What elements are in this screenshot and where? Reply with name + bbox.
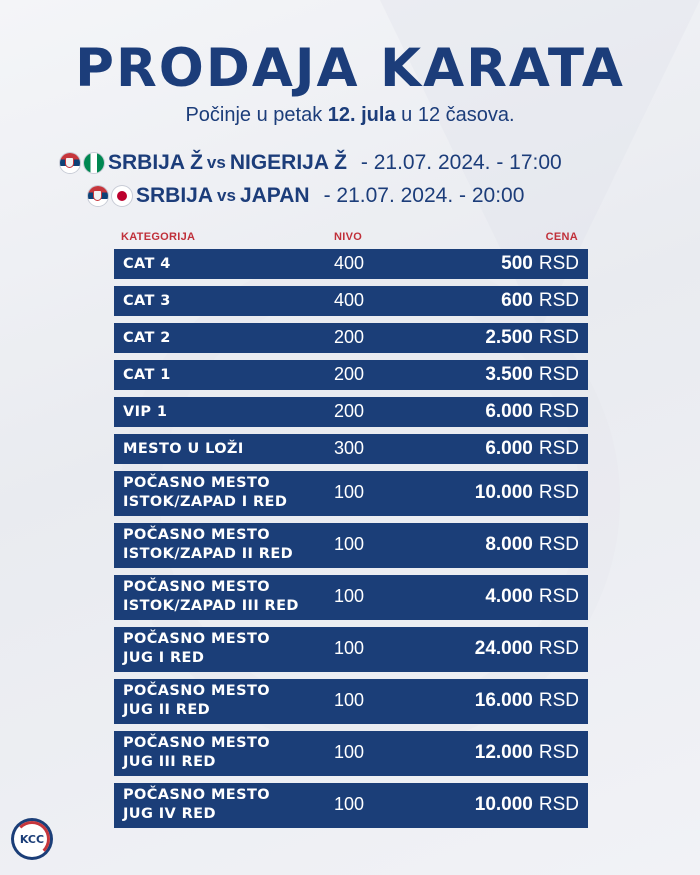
row-price-amount: 3.500 bbox=[485, 364, 533, 385]
row-level: 200 bbox=[334, 364, 365, 384]
row-price bbox=[475, 690, 579, 712]
row-category-line: MESTO U LOŽI bbox=[123, 441, 244, 457]
japan-flag-icon bbox=[112, 186, 132, 206]
match-2 bbox=[88, 184, 524, 208]
row-price-currency: RSD bbox=[538, 586, 579, 607]
row-price-amount: 500 bbox=[501, 253, 533, 274]
row-price-amount: 6.000 bbox=[485, 401, 533, 422]
table-row bbox=[114, 323, 588, 353]
row-price-amount: 4.000 bbox=[485, 586, 533, 607]
sale-start-subtitle bbox=[0, 104, 700, 127]
row-price-amount: 8.000 bbox=[485, 534, 533, 555]
serbia-flag-icon bbox=[60, 153, 80, 173]
row-price bbox=[501, 290, 579, 312]
row-price-currency: RSD bbox=[538, 482, 579, 503]
row-category-line: ISTOK/ZAPAD III RED bbox=[123, 598, 299, 614]
match-1-team-1: SRBIJA Ž bbox=[108, 151, 203, 174]
row-price-currency: RSD bbox=[538, 290, 579, 311]
row-category-line: POČASNO MESTO bbox=[123, 787, 270, 803]
row-price bbox=[485, 438, 579, 460]
row-price bbox=[485, 401, 579, 423]
header-price: CENA bbox=[545, 231, 578, 243]
row-category bbox=[123, 255, 171, 274]
table-row bbox=[114, 679, 588, 724]
row-category-line: CAT 4 bbox=[123, 256, 171, 272]
row-level: 100 bbox=[334, 794, 365, 814]
row-price bbox=[475, 638, 579, 660]
table-row bbox=[114, 434, 588, 464]
match-1-team-2: NIGERIJA Ž bbox=[229, 151, 347, 174]
subtitle-post: u 12 časova. bbox=[401, 104, 515, 126]
row-price bbox=[485, 586, 579, 608]
subtitle-pre: Počinje u petak bbox=[185, 104, 323, 126]
row-category bbox=[123, 292, 171, 311]
row-price-amount: 16.000 bbox=[474, 690, 533, 711]
row-price-currency: RSD bbox=[538, 253, 579, 274]
row-price-amount: 10.000 bbox=[474, 482, 533, 503]
row-category-line: POČASNO MESTO bbox=[123, 475, 270, 491]
match-2-vs: vs bbox=[217, 186, 236, 205]
row-price bbox=[485, 327, 579, 349]
row-category bbox=[123, 474, 287, 512]
row-price-currency: RSD bbox=[538, 401, 579, 422]
table-row bbox=[114, 575, 588, 620]
kcc-logo-icon bbox=[11, 818, 53, 860]
row-level: 300 bbox=[334, 438, 365, 458]
nigeria-flag-icon bbox=[84, 153, 104, 173]
logo-text: KCC bbox=[19, 832, 45, 846]
table-row bbox=[114, 397, 588, 427]
row-category bbox=[123, 403, 167, 422]
subtitle-date: 12. jula bbox=[327, 104, 396, 126]
row-price-currency: RSD bbox=[538, 794, 579, 815]
row-category-line: POČASNO MESTO bbox=[123, 683, 270, 699]
row-price-currency: RSD bbox=[538, 327, 579, 348]
row-level: 100 bbox=[334, 690, 365, 710]
row-price-currency: RSD bbox=[538, 364, 579, 385]
row-price-amount: 24.000 bbox=[474, 638, 533, 659]
row-category bbox=[123, 526, 293, 564]
row-category-line: JUG IV RED bbox=[123, 806, 216, 822]
row-category-line: ISTOK/ZAPAD I RED bbox=[123, 494, 288, 510]
row-level: 100 bbox=[334, 742, 365, 762]
row-category-line: CAT 1 bbox=[123, 367, 171, 383]
row-price-amount: 10.000 bbox=[474, 794, 533, 815]
table-row bbox=[114, 249, 588, 279]
match-2-datetime: - 21.07. 2024. - 20:00 bbox=[323, 184, 525, 207]
row-level: 400 bbox=[334, 253, 365, 273]
row-category-line: POČASNO MESTO bbox=[123, 631, 270, 647]
row-level: 200 bbox=[334, 327, 365, 347]
row-level: 100 bbox=[334, 482, 365, 502]
row-price bbox=[475, 742, 579, 764]
row-price bbox=[485, 534, 579, 556]
row-price-amount: 12.000 bbox=[474, 742, 533, 763]
row-category-line: JUG III RED bbox=[123, 754, 216, 770]
row-price bbox=[475, 482, 579, 504]
row-level: 200 bbox=[334, 401, 365, 421]
row-price-amount: 6.000 bbox=[485, 438, 533, 459]
header-category: KATEGORIJA bbox=[121, 231, 196, 243]
table-row bbox=[114, 731, 588, 776]
table-row bbox=[114, 471, 588, 516]
row-category bbox=[123, 440, 244, 459]
row-category-line: ISTOK/ZAPAD II RED bbox=[123, 546, 294, 562]
table-header bbox=[114, 231, 588, 245]
table-row bbox=[114, 783, 588, 828]
row-category-line: POČASNO MESTO bbox=[123, 579, 270, 595]
match-2-team-1: SRBIJA bbox=[136, 184, 214, 207]
table-row bbox=[114, 286, 588, 316]
row-category bbox=[123, 329, 171, 348]
serbia-flag-icon bbox=[88, 186, 108, 206]
row-price-currency: RSD bbox=[538, 638, 579, 659]
header-level: NIVO bbox=[334, 231, 363, 243]
page-title: PRODAJA KARATA bbox=[75, 38, 625, 99]
match-1-datetime: - 21.07. 2024. - 17:00 bbox=[360, 151, 562, 174]
row-category bbox=[123, 786, 270, 824]
row-category-line: JUG I RED bbox=[123, 650, 205, 666]
row-price-currency: RSD bbox=[538, 690, 579, 711]
table-row bbox=[114, 627, 588, 672]
row-category bbox=[123, 734, 270, 772]
row-category-line: CAT 3 bbox=[123, 293, 171, 309]
row-category-line: POČASNO MESTO bbox=[123, 527, 270, 543]
row-price bbox=[485, 364, 579, 386]
row-category-line: VIP 1 bbox=[123, 404, 168, 420]
row-price bbox=[475, 794, 579, 816]
row-level: 400 bbox=[334, 290, 365, 310]
row-price-currency: RSD bbox=[538, 438, 579, 459]
row-category bbox=[123, 578, 299, 616]
row-price-currency: RSD bbox=[538, 742, 579, 763]
row-category bbox=[123, 630, 270, 668]
row-level: 100 bbox=[334, 534, 365, 554]
match-1 bbox=[60, 151, 562, 175]
row-category-line: CAT 2 bbox=[123, 330, 171, 346]
match-2-team-2: JAPAN bbox=[239, 184, 310, 207]
row-category-line: POČASNO MESTO bbox=[123, 735, 270, 751]
row-price-amount: 600 bbox=[501, 290, 533, 311]
table-row bbox=[114, 523, 588, 568]
row-price bbox=[501, 253, 579, 275]
row-price-amount: 2.500 bbox=[485, 327, 533, 348]
table-row bbox=[114, 360, 588, 390]
row-category bbox=[123, 366, 171, 385]
row-price-currency: RSD bbox=[538, 534, 579, 555]
row-level: 100 bbox=[334, 586, 365, 606]
row-category bbox=[123, 682, 270, 720]
row-level: 100 bbox=[334, 638, 365, 658]
row-category-line: JUG II RED bbox=[123, 702, 211, 718]
match-1-vs: vs bbox=[206, 153, 226, 172]
